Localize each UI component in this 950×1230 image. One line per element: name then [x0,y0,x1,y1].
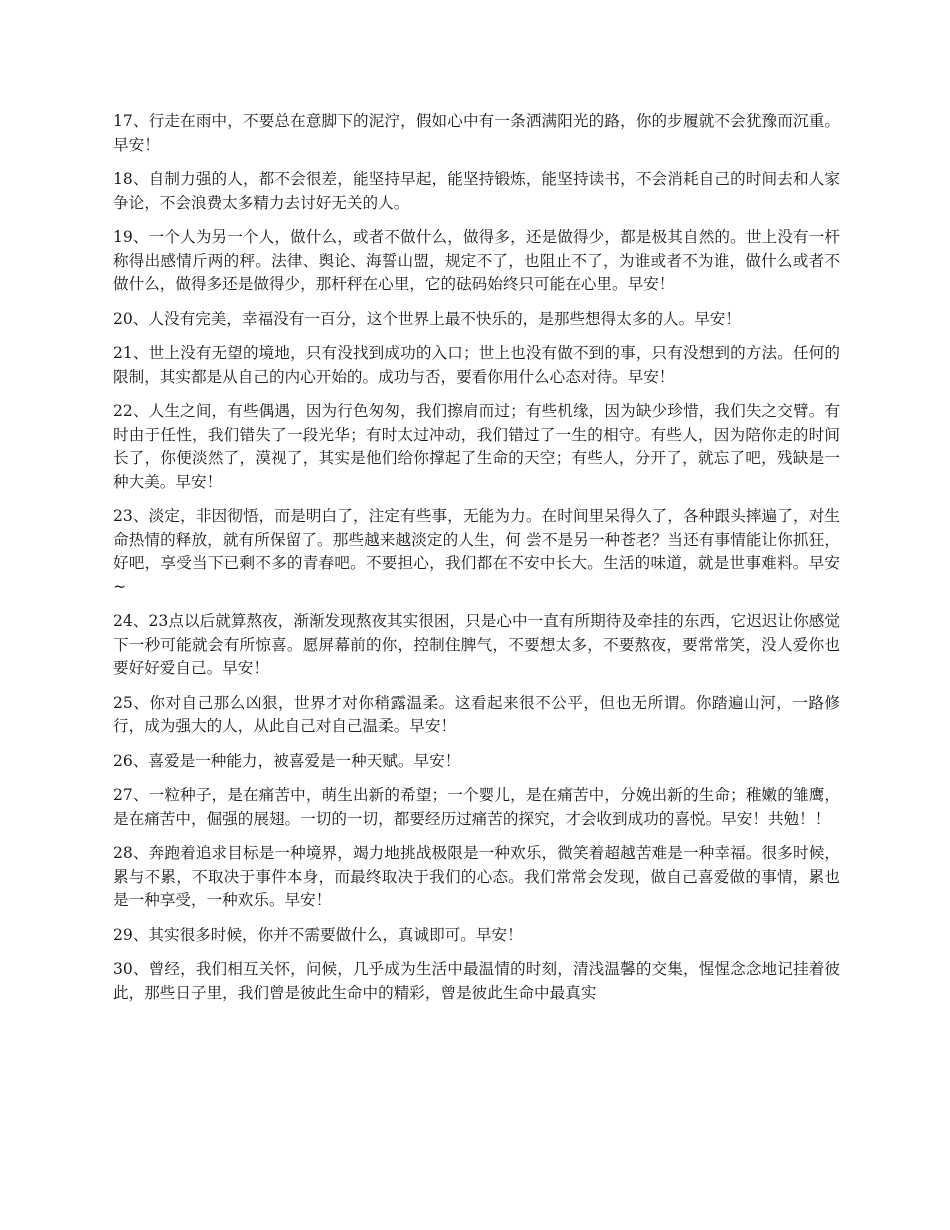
paragraph-20: 20、人没有完美，幸福没有一百分，这个世界上最不快乐的，是那些想得太多的人。早安！ [113,309,741,328]
document-page [113,110,840,1016]
paragraph-22: 22、人生之间，有些偶遇，因为行色匆匆，我们擦肩而过；有些机缘，因为缺少珍惜，我们失之交臂。有时由于任性，我们错失了一段光华；有时太过冲动，我们错过了一生的相守。有些人，因为陪你走的时间长了，你便淡然了，漠视了，其实是他们给你撑起了生命的天空；有些人，分开了，就忘了吧，残缺是一种大美。早安！ [113,402,840,491]
paragraph-29: 29、其实很多时候，你并不需要做什么，真诚即可。早安！ [113,925,523,944]
paragraph-25: 25、你对自己那么凶狠，世界才对你稍露温柔。这看起来很不公平，但也无所谓。你踏遍山河，一路修行，成为强大的人，从此自己对自己温柔。早安！ [113,693,840,735]
paragraph-28: 28、奔跑着追求目标是一种境界，竭力地挑战极限是一种欢乐，微笑着超越苦难是一种幸福。很多时候，累与不累，不取决于事件本身，而最终取决于我们的心态。我们常常会发现，做自己喜爱做的事情，累也是一种享受，一种欢乐。早安！ [113,844,840,909]
paragraph-30: 30、曾经，我们相互关怀，问候，几乎成为生活中最温情的时刻，清浅温馨的交集，惺惺念念地记挂着彼此，那些日子里，我们曾是彼此生命中的精彩，曾是彼此生命中最真实 [113,960,840,1002]
paragraph-24: 24、23点以后就算熬夜，渐渐发现熬夜其实很困，只是心中一直有所期待及牵挂的东西，它迟迟让你感觉下一秒可能就会有所惊喜。愿屏幕前的你，控制住脾气，不要想太多，不要熬夜，要常常笑，没人爱你也要好好爱自己。早安！ [113,612,840,677]
paragraph-18: 18、自制力强的人，都不会很差，能坚持早起，能坚持锻炼，能坚持读书，不会消耗自己的时间去和人家争论，不会浪费太多精力去讨好无关的人。 [113,170,840,212]
paragraph-27: 27、一粒种子，是在痛苦中，萌生出新的希望；一个婴儿，是在痛苦中，分娩出新的生命；稚嫩的雏鹰，是在痛苦中，倔强的展翅。一切的一切，都要经历过痛苦的探究，才会收到成功的喜悦。早安！共勉！！ [113,786,840,828]
paragraph-26: 26、喜爱是一种能力，被喜爱是一种天赋。早安！ [113,751,461,770]
paragraph-23: 23、淡定，非因彻悟，而是明白了，注定有些事，无能为力。在时间里呆得久了，各种跟头摔遍了，对生命热情的释放，就有所保留了。那些越来越淡定的人生，何 尝不是另一种苍老？当还有事情能让你抓狂，好吧，享受当下已剩不多的青春吧。不要担心，我们都在不安中长大。生活的味道，就是世事难料。早安~ [113,507,840,596]
paragraph-21: 21、世上没有无望的境地，只有没找到成功的入口；世上也没有做不到的事，只有没想到的方法。任何的限制，其实都是从自己的内心开始的。成功与否，要看你用什么心态对待。早安！ [113,344,840,386]
paragraph-19: 19、一个人为另一个人，做什么，或者不做什么，做得多，还是做得少，都是极其自然的。世上没有一杆称得出感情斤两的秤。法律、舆论、海誓山盟，规定不了，也阻止不了，为谁或者不为谁，做什么或者不做什么，做得多还是做得少，那杆秤在心里，它的砝码始终只可能在心里。早安！ [113,228,840,293]
paragraph-17: 17、行走在雨中，不要总在意脚下的泥泞，假如心中有一条洒满阳光的路，你的步履就不会犹豫而沉重。早安！ [113,112,840,154]
